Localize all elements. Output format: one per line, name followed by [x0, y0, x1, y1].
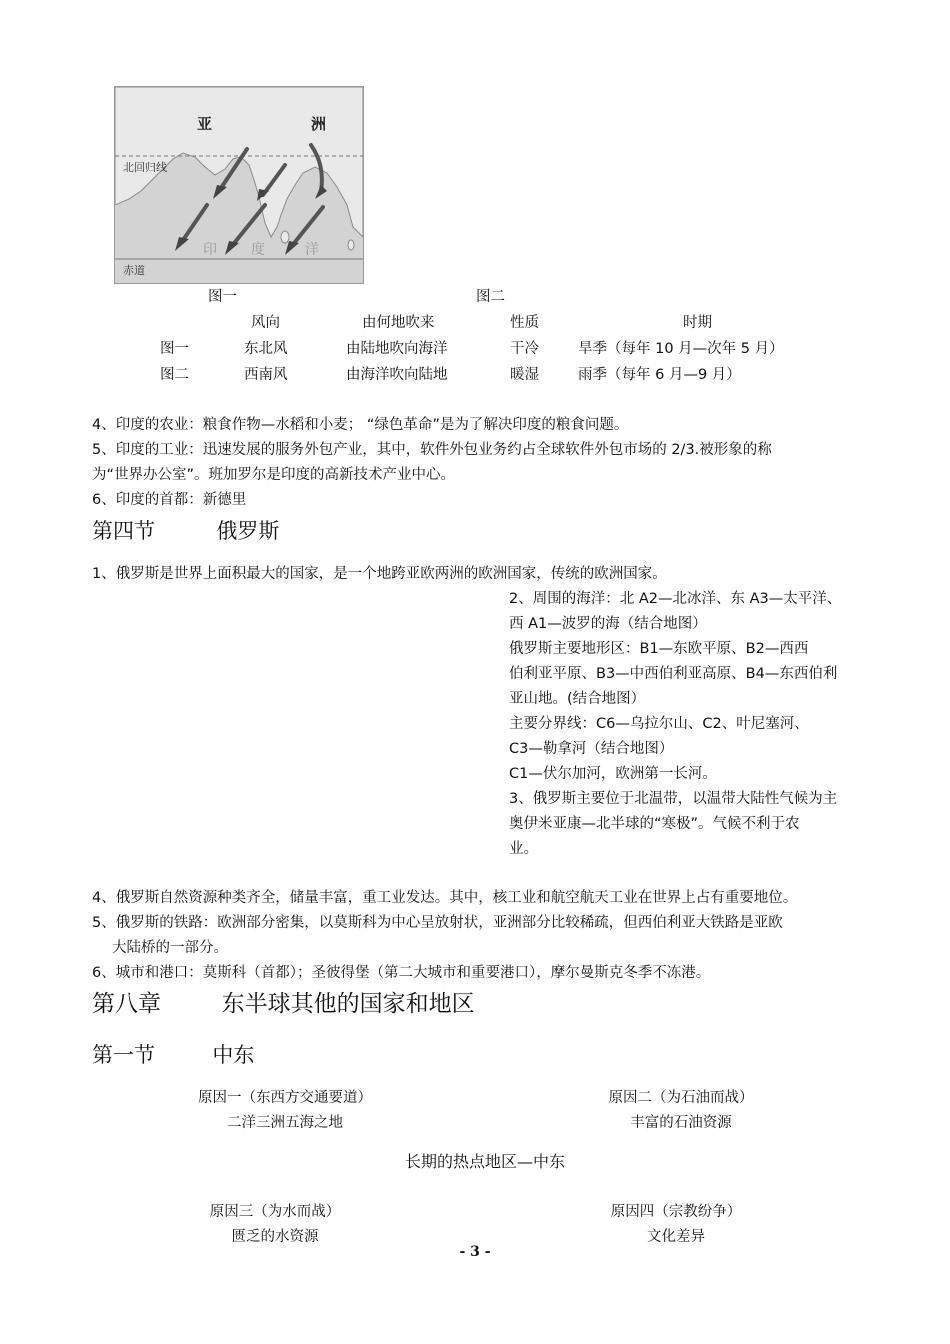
india-agriculture: 4、印度的农业：粮食作物—水稻和小麦； “绿色革命”是为了解决印度的粮食问题。	[92, 417, 629, 433]
center-hotspot: 长期的热点地区—中东	[404, 1152, 565, 1171]
map-label-tropic: 北回归线	[123, 161, 167, 174]
section4-number: 第四节	[92, 519, 155, 543]
map-label-ocean-3: 洋	[305, 242, 319, 258]
table-header-wind: 风向	[251, 315, 280, 331]
right-col-line: 奥伊米亚康—北半球的“寒极”。气候不利于农	[509, 816, 800, 832]
map-label-equator: 赤道	[123, 264, 145, 277]
table-cell-label: 图一	[160, 341, 189, 357]
table-cell-period: 旱季（每年 10 月—次年 5 月）	[578, 341, 784, 357]
reason1-desc: 二洋三洲五海之地	[227, 1115, 343, 1131]
table-cell-nature: 干冷	[510, 341, 539, 357]
russia-area: 1、俄罗斯是世界上面积最大的国家，是一个地跨亚欧两洲的欧洲国家，传统的欧洲国家。	[92, 566, 667, 582]
figure-caption-1: 图一	[208, 289, 237, 305]
monsoon-table-header	[0, 313, 950, 335]
india-capital: 6、印度的首都：新德里	[92, 492, 247, 508]
reason2-title: 原因二（为石油而战）	[608, 1090, 754, 1106]
figure-caption-2: 图二	[476, 289, 505, 305]
table-cell-wind: 东北风	[244, 341, 288, 357]
table-cell-label: 图二	[160, 367, 189, 383]
reason3-title: 原因三（为水而战）	[209, 1204, 341, 1220]
right-col-line: 伯利亚平原、B3—中西伯利亚高原、B4—东西伯利	[509, 666, 838, 682]
russia-resources: 4、俄罗斯自然资源种类齐全，储量丰富，重工业发达。其中，核工业和航空航天工业在世界上占有重要地位。	[92, 890, 798, 906]
section4-title: 俄罗斯	[216, 519, 280, 543]
table-cell-wind: 西南风	[244, 367, 288, 383]
monsoon-map	[114, 86, 364, 284]
map-label-ocean-2: 度	[251, 242, 265, 258]
reason4-title: 原因四（宗教纷争）	[610, 1204, 742, 1220]
russia-railway-line1: 5、俄罗斯的铁路：欧洲部分密集，以莫斯科为中心呈放射状，亚洲部分比较稀疏，但西伯利亚大铁路是亚欧	[92, 915, 783, 931]
right-col-line: 俄罗斯主要地形区：B1—东欧平原、B2—西西	[509, 641, 809, 657]
right-col-line: 亚山地。(结合地图）	[509, 691, 646, 707]
reason3-desc: 匮乏的水资源	[231, 1229, 319, 1245]
reason1-title: 原因一（东西方交通要道）	[198, 1090, 372, 1106]
table-row	[0, 365, 950, 387]
right-col-line: 西 A1—波罗的海（结合地图）	[509, 616, 707, 632]
page-number: - 3 -	[459, 1244, 491, 1260]
table-cell-origin: 由海洋吹向陆地	[346, 367, 448, 383]
india-industry-line2: 为“世界办公室”。班加罗尔是印度的高新技术产业中心。	[92, 467, 456, 483]
reason4-desc: 文化差异	[647, 1229, 705, 1245]
table-cell-origin: 由陆地吹向海洋	[346, 341, 448, 357]
table-header-period: 时期	[683, 315, 712, 331]
section1-title: 中东	[212, 1043, 255, 1067]
reason2-desc: 丰富的石油资源	[630, 1115, 732, 1131]
chapter8-number: 第八章	[92, 991, 161, 1017]
map-label-ocean-1: 印	[203, 242, 217, 258]
right-col-line: 主要分界线：C6—乌拉尔山、C2、叶尼塞河、	[509, 716, 809, 732]
map-label-asia-2: 洲	[311, 115, 327, 133]
table-cell-period: 雨季（每年 6 月—9 月）	[578, 367, 741, 383]
table-header-nature: 性质	[510, 315, 539, 331]
right-col-line: C3—勒拿河（结合地图）	[509, 741, 674, 757]
right-col-line: C1—伏尔加河，欧洲第一长河。	[509, 766, 717, 782]
right-col-line: 2、周围的海洋：北 A2—北冰洋、东 A3—太平洋、	[509, 591, 842, 607]
map-label-asia-1: 亚	[197, 115, 213, 133]
russia-cities: 6、城市和港口：莫斯科（首都）；圣彼得堡（第二大城市和重要港口），摩尔曼斯克冬季不冻港。	[92, 965, 711, 981]
chapter8-title: 东半球其他的国家和地区	[221, 991, 475, 1017]
table-cell-nature: 暖湿	[510, 367, 539, 383]
india-industry-line1: 5、印度的工业：迅速发展的服务外包产业，其中，软件外包业务约占全球软件外包市场的 2/3.被形象的称	[92, 442, 772, 458]
chapter8-heading	[92, 989, 475, 1019]
section1-number: 第一节	[92, 1043, 155, 1067]
section1-heading	[92, 1041, 254, 1069]
section4-heading	[92, 517, 279, 545]
russia-railway-line2: 大陆桥的一部分。	[112, 940, 228, 956]
right-col-line: 业。	[509, 841, 538, 857]
table-row	[0, 339, 950, 361]
right-col-line: 3、俄罗斯主要位于北温带，以温带大陆性气候为主	[509, 791, 838, 807]
table-header-origin: 由何地吹来	[362, 315, 435, 331]
